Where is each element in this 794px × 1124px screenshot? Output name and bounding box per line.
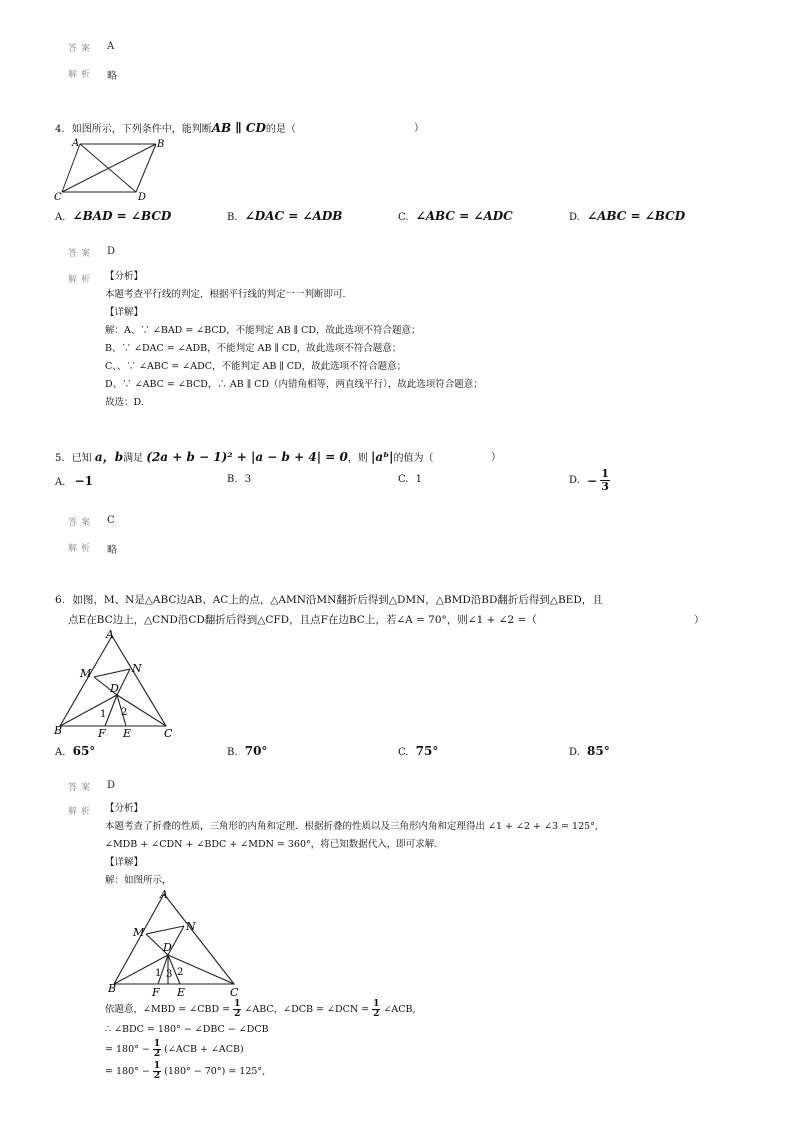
q6-number: 6. [55, 594, 66, 606]
q6-step-2: ∴ ∠BDC = 180° − ∠DBC − ∠DCB [105, 1024, 269, 1035]
q5-option-b[interactable] [227, 474, 251, 485]
option-text: 65° [72, 744, 96, 758]
q5-stem-mid2: ，则 [347, 453, 368, 464]
point-label-b: B [54, 724, 63, 737]
fraction-numerator: 1 [153, 1039, 161, 1049]
q6-option-a[interactable] [55, 744, 95, 758]
q4-stem-post: 的是（ [265, 124, 296, 135]
segment-mn [94, 669, 130, 677]
segment-bd [136, 144, 156, 192]
q5-stem-pre: 已知 [71, 453, 92, 464]
point-label-c: C [54, 192, 62, 203]
q5-option-a[interactable] [55, 474, 93, 488]
option-letter: A. [55, 747, 66, 758]
analysis-value: 略 [107, 71, 117, 82]
q5-stem-close: ） [491, 452, 501, 463]
fraction-numerator: 1 [601, 467, 609, 480]
fraction-denominator: 3 [601, 480, 609, 493]
angle-label-3: 3 [166, 969, 173, 980]
answer-value: A [107, 41, 115, 52]
segment-mn [146, 926, 184, 934]
option-letter: D. [569, 475, 580, 486]
option-letter: C. [398, 474, 409, 485]
point-label-a: A [106, 628, 114, 641]
fraction-numerator: 1 [373, 999, 380, 1009]
point-label-d: D [163, 941, 172, 954]
analysis-line: 本题考查了折叠的性质，三角形的内角和定理．根据折叠的性质以及三角形内角和定理得出 ∠1 + ∠2 + ∠3 = 125°, [105, 821, 598, 832]
option-letter: C. [398, 747, 409, 758]
option-letter: B. [227, 474, 238, 485]
point-label-d: D [110, 682, 119, 695]
option-fraction [600, 468, 610, 493]
analysis-line: C、、∵ ∠ABC = ∠ADC，不能判定 AB ∥ CD，故此选项不符合题意； [105, 361, 407, 372]
q5-number: 5. [55, 453, 65, 464]
q6-step-4 [105, 1062, 265, 1081]
step-text: 依题意，∠MBD = ∠CBD = [105, 1004, 231, 1015]
option-text: 75° [415, 744, 439, 758]
q4-stem [55, 122, 296, 136]
analysis-line: 解：如图所示， [105, 875, 172, 886]
point-label-c: C [230, 986, 239, 999]
q4-analysis [105, 268, 483, 412]
option-text: − [587, 473, 598, 488]
fraction [153, 1062, 161, 1081]
fraction [153, 1040, 161, 1059]
step-text: (180° − 70°) = 125°, [164, 1066, 266, 1077]
q6-stem-line2: 点E在BC边上，△CND沿CD翻折后得到△CFD，且点F在边BC上，若∠A = 70°，则∠1 + ∠2 =（ [68, 614, 537, 626]
point-label-m: M [133, 926, 145, 939]
q5-answer-label: 答案 [68, 518, 95, 528]
option-text: −1 [74, 474, 93, 488]
q4-option-c[interactable] [398, 209, 513, 223]
angle-label-2: 2 [121, 707, 128, 718]
q5-option-c[interactable] [398, 474, 422, 485]
point-label-f: F [152, 986, 160, 999]
point-label-e: E [177, 986, 186, 999]
point-label-e: E [123, 727, 132, 740]
q6-stem-close: ） [694, 615, 704, 626]
option-text: 1 [415, 474, 423, 485]
q6-step-3 [105, 1040, 244, 1059]
q5-analysis-label: 解析 [68, 544, 95, 554]
q6-option-d[interactable] [569, 744, 610, 758]
point-label-b: B [108, 982, 117, 995]
option-text: ∠BAD = ∠BCD [72, 209, 172, 223]
point-label-d: D [138, 192, 147, 203]
q6-line1: 如图，M、N是△ABC边AB、AC上的点，△AMN沿MN翻折后得到△DMN，△BMD沿BD翻折后得到△BED，且 [72, 594, 603, 606]
q4-analysis-label: 解析 [68, 275, 95, 285]
q6-stem-line1 [55, 594, 603, 607]
fraction-denominator: 2 [153, 1049, 161, 1059]
segment-ca [62, 144, 80, 192]
q5-stem-math2: (2a + b − 1)² + |a − b + 4| = 0 [146, 450, 348, 464]
step-text: ∠ABC，∠DCB = ∠DCN = [244, 1004, 370, 1015]
q6-analysis [105, 800, 598, 890]
analysis-line: 【详解】 [105, 307, 144, 318]
q5-stem-math1: a，b [94, 450, 124, 464]
analysis-line: ∠MDB + ∠CDN + ∠BDC + ∠MDN = 360°，将已知数据代入，即可求解. [105, 839, 438, 850]
point-label-n: N [186, 920, 196, 933]
analysis-line: 【分析】 [105, 271, 144, 282]
point-label-b: B [157, 139, 165, 150]
q4-figure [50, 136, 170, 204]
angle-label-1: 1 [100, 709, 107, 720]
q5-option-d[interactable] [569, 468, 610, 493]
q4-option-b[interactable] [227, 209, 342, 223]
q6-analysis-label: 解析 [68, 807, 95, 817]
fraction [372, 1000, 380, 1019]
q6-solution-figure [100, 888, 250, 1000]
q4-option-d[interactable] [569, 209, 685, 223]
option-text: 70° [244, 744, 268, 758]
q5-answer-value: C [107, 515, 115, 526]
option-letter: A. [55, 212, 66, 223]
point-label-n: N [132, 662, 142, 675]
analysis-line: B、∵ ∠DAC = ∠ADB，不能判定 AB ∥ CD，故此选项不符合题意； [105, 343, 402, 354]
point-label-a: A [72, 138, 80, 149]
fraction [233, 1000, 241, 1019]
option-letter: D. [569, 212, 580, 223]
analysis-line: 解：A、∵ ∠BAD = ∠BCD，不能判定 AB ∥ CD，故此选项不符合题意； [105, 325, 421, 336]
option-text: 3 [244, 474, 252, 485]
q6-option-b[interactable] [227, 744, 267, 758]
q5-stem-math3: |aᵇ| [371, 450, 394, 464]
step-text: = 180° − [105, 1066, 150, 1077]
option-letter: A. [55, 477, 66, 488]
point-label-c: C [164, 727, 173, 740]
step-text: (∠ACB + ∠ACB) [164, 1044, 244, 1055]
q6-answer-value: D [107, 780, 116, 791]
q4-stem-close: ） [414, 123, 424, 134]
q4-answer-value: D [107, 246, 116, 257]
analysis-line: 本题考查平行线的判定，根据平行线的判定一一判断即可. [105, 289, 346, 300]
fraction-numerator: 1 [153, 1061, 161, 1071]
option-letter: D. [569, 747, 580, 758]
q4-stem-pre: 如图所示，下列条件中，能判断 [71, 124, 212, 135]
triangle-abc [60, 636, 166, 726]
analysis-line: 【详解】 [105, 857, 144, 868]
step-text: = 180° − [105, 1044, 150, 1055]
q6-step-1 [105, 1000, 416, 1019]
option-text: ∠ABC = ∠ADC [415, 209, 513, 223]
q5-stem-mid: 满足 [123, 453, 144, 464]
analysis-line: 故选：D. [105, 397, 144, 408]
q5-stem [55, 451, 434, 465]
point-label-f: F [98, 727, 106, 740]
diagonal-bc [62, 144, 156, 192]
q4-stem-math: AB ∥ CD [211, 121, 266, 135]
option-letter: B. [227, 747, 238, 758]
q5-analysis-value: 略 [107, 545, 117, 556]
point-label-m: M [80, 667, 92, 680]
point-label-a: A [160, 888, 168, 901]
q6-answer-label: 答案 [68, 783, 95, 793]
option-text: ∠ABC = ∠BCD [587, 209, 686, 223]
fraction-numerator: 1 [234, 999, 241, 1009]
segment-df [105, 695, 117, 726]
segment-nd [117, 669, 130, 695]
q4-answer-label: 答案 [68, 249, 95, 259]
answer-label: 答案 [68, 44, 95, 54]
angle-label-2: 2 [177, 967, 184, 978]
option-text: ∠DAC = ∠ADB [244, 209, 343, 223]
analysis-label: 解析 [68, 70, 95, 80]
analysis-line: 【分析】 [105, 803, 144, 814]
fraction-denominator: 2 [234, 1009, 241, 1019]
option-letter: B. [227, 212, 238, 223]
option-text: 85° [587, 744, 610, 758]
q6-figure [50, 628, 180, 740]
q6-option-c[interactable] [398, 744, 438, 758]
analysis-line: D、∵ ∠ABC = ∠BCD，∴ AB ∥ CD（内错角相等，两直线平行），故此选项符合题意； [105, 379, 483, 390]
q4-number: 4. [55, 124, 65, 135]
q4-option-a[interactable] [55, 209, 171, 223]
fraction-denominator: 2 [153, 1071, 161, 1081]
angle-label-1: 1 [155, 968, 162, 979]
option-letter: C. [398, 212, 409, 223]
fraction-denominator: 2 [373, 1009, 380, 1019]
step-text: ∠ACB, [383, 1004, 416, 1015]
q5-stem-post: 的值为（ [393, 453, 434, 464]
